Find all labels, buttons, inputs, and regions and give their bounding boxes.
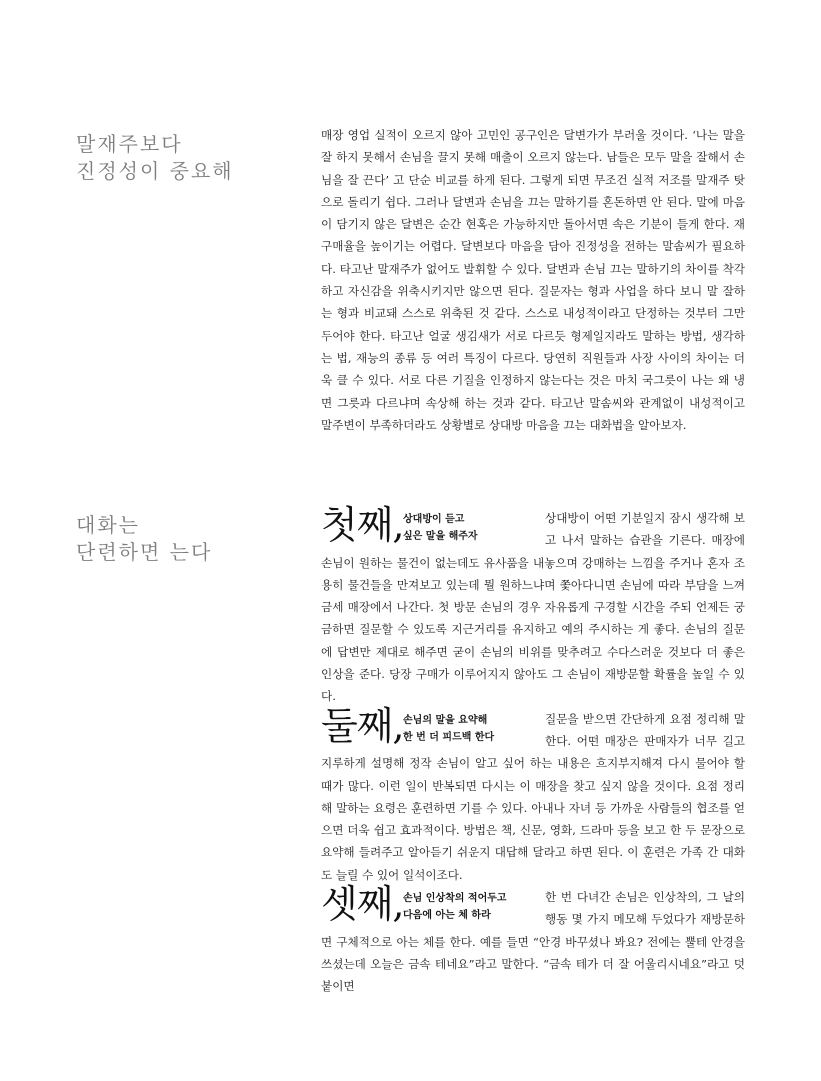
section-heading-1-line-2: 진정성이 중요해 [76, 159, 234, 183]
tip-second-subtitle [403, 712, 494, 746]
tip-first-subtitle-line-1: 상대방이 듣고 [403, 514, 465, 525]
section-heading-2-line-2: 단련하면 는다 [76, 540, 213, 564]
tip-second-subtitle-line-2: 한 번 더 피드백 한다 [403, 731, 495, 743]
section-heading-2-line-1: 대화는 [76, 513, 140, 537]
tip-third [321, 882, 745, 997]
tip-first [321, 503, 745, 708]
section-body-1 [321, 124, 745, 436]
tip-third-ordinal: 셋째, [321, 882, 404, 927]
tip-second [321, 703, 745, 886]
tip-first-heading [321, 503, 535, 551]
tip-third-subtitle [403, 890, 507, 924]
tip-second-body: 질문을 받으면 간단하게 요점 정리해 말한다. 어떤 매장은 판매자가 너무 길고 지루하게 설명해 정작 손님이 알고 싶어 하는 내용은 흐지부지해져 다시 물어야 할 때가 많다. 이런 일이 반복되면 다시는 이 매장을 찾고 싶지 않을 것이다. 요점 정리해 말하는 요령은 훈련하면 기를 수 있다. 아내나 자녀 등 가까운 사람들의 협조를 얻으면 더욱 쉽고 효과적이다. 방법은 책, 신문, 영화, 드라마 등을 보고 한 두 문장으로 요약해 들려주고 알아듣기 쉬운지 대답해 달라고 하면 된다. 이 훈련은 가족 간 대화도 늘릴 수 있어 일석이조다. [321, 711, 745, 882]
tip-third-subtitle-line-1: 손님 인상착의 적어두고 [403, 893, 507, 905]
section-heading-2 [76, 512, 212, 566]
tip-second-ordinal: 둘째, [321, 703, 404, 748]
intro-paragraph: 매장 영업 실적이 오르지 않아 고민인 공구인은 달변가가 부러울 것이다. ‘나는 말을 잘 하지 못해서 손님을 끌지 못해 매출이 오르지 않는다. 남들은 모두 말을 잘해서 손님을 잘 끈다’ 고 단순 비교를 하게 된다. 그렇게 되면 무조건 실적 저조를 말재주 탓으로 돌리기 쉽다. 그러나 달변과 손님을 끄는 말하기를 혼돈하면 안 된다. 말에 마음이 담기지 않은 달변은 순간 현혹은 가능하지만 돌아서면 속은 기분이 들게 한다. 재구매율을 높이기는 어렵다. 달변보다 마음을 담아 진정성을 전하는 말솜씨가 필요하다. 타고난 말재주가 없어도 발휘할 수 있다. 달변과 손님 끄는 말하기의 차이를 착각하고 자신감을 위축시키지만 않으면 된다. 질문자는 형과 사업을 하다 보니 말 잘하는 형과 비교돼 스스로 위축된 것 같다. 스스로 내성적이라고 단정하는 것부터 그만 두어야 한다. 타고난 얼굴 생김새가 서로 다르듯 형제일지라도 말하는 방법, 생각하는 법, 재능의 종류 등 여러 특징이 다르다. 당연히 직원들과 사장 사이의 차이는 더욱 클 수 있다. 서로 다른 기질을 인정하지 않는다는 것은 마치 국그릇이 나는 왜 냉면 그릇과 다르냐며 속상해 하는 것과 같다. 타고난 말솜씨와 관계없이 내성적이고 말주변이 부족하더라도 상황별로 상대방 마음을 끄는 대화법을 알아보자. [321, 128, 745, 432]
tip-second-subtitle-line-1: 손님의 말을 요약해 [403, 714, 488, 726]
tip-first-subtitle-line-2: 싶은 말을 해주자 [403, 531, 478, 542]
tip-third-body: 한 번 다녀간 손님은 인상착의, 그 날의 행동 몇 가지 메모해 두었다가 재방문하면 구체적으로 아는 체를 한다. 예를 들면 “안경 바꾸셨나 봐요? 전에는 뿔테 안경을 쓰셨는데 오늘은 금속 테네요”라고 말한다. “금속 테가 더 잘 어울리시네요”라고 덧붙이면 [321, 890, 745, 994]
section-body-2 [321, 503, 745, 998]
tip-third-heading [321, 882, 535, 930]
tip-first-subtitle [403, 511, 478, 545]
tip-third-subtitle-line-2: 다음에 아는 체 하라 [403, 910, 491, 922]
tip-first-ordinal: 첫째, [321, 503, 404, 547]
section-heading-1 [76, 131, 234, 185]
section-heading-1-line-1: 말재주보다 [76, 132, 183, 156]
tip-first-body: 상대방이 어떤 기분일지 잠시 생각해 보고 나서 말하는 습관을 기른다. 매장에 손님이 원하는 물건이 없는데도 유사품을 내놓으며 강매하는 느낌을 주거나 혼자 조용히 물건들을 만져보고 있는데 뭘 원하느냐며 쫓아다니면 손님에 따라 부담을 느껴 금세 매장에서 나간다. 첫 방문 손님의 경우 자유롭게 구경할 시간을 주되 언제든 궁금하면 질문할 수 있도록 지근거리를 유지하고 예의 주시하는 게 좋다. 손님의 질문에 답변만 제대로 해주면 굳이 손님의 비위를 맞추려고 수다스러운 것보다 더 좋은 인상을 준다. 당장 구매가 이루어지지 않아도 그 손님이 재방문할 확률을 높일 수 있다. [321, 511, 745, 704]
tip-second-heading [321, 703, 535, 752]
